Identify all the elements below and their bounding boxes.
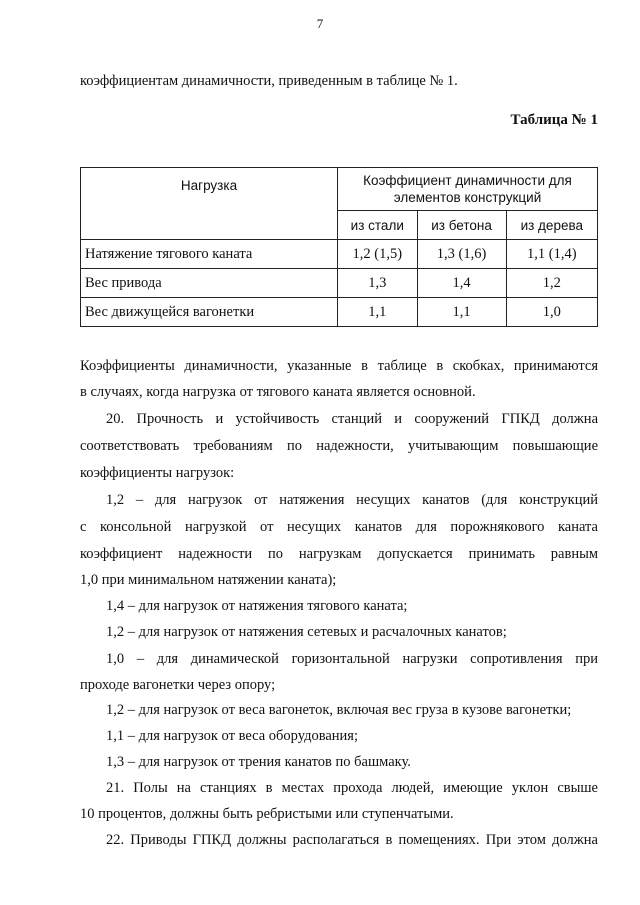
body-line: 10 процентов, должны быть ребристыми или ступенчатыми. xyxy=(80,806,454,822)
header-coefficient xyxy=(338,168,598,211)
body-line: 1,0 при минимальном натяжении каната); xyxy=(80,572,337,588)
body-line: 1,2 – для нагрузок от натяжения сетевых и расчалочных канатов; xyxy=(106,624,507,640)
body-line: 22. Приводы ГПКД должны располагаться в помещениях. При этом должна xyxy=(106,832,598,848)
row-label: Вес привода xyxy=(81,269,338,298)
row-label: Натяжение тягового каната xyxy=(81,240,338,269)
body-line: проходе вагонетки через опору; xyxy=(80,677,276,693)
cell-value: 1,1 xyxy=(338,298,418,327)
body-line: коэффициент надежности по нагрузкам допускается принимать равным xyxy=(80,546,598,562)
table-row xyxy=(81,240,598,269)
body-line: 20. Прочность и устойчивость станций и сооружений ГПКД должна xyxy=(106,411,598,427)
header-coefficient-line2: элементов конструкций xyxy=(393,190,542,205)
table-row xyxy=(81,298,598,327)
cell-value: 1,1 xyxy=(417,298,506,327)
body-line: Коэффициенты динамичности, указанные в таблице в скобках, принимаются xyxy=(80,358,598,374)
body-line: 1,0 – для динамической горизонтальной нагрузки сопротивления при xyxy=(106,651,598,667)
body-line: 21. Полы на станциях в местах прохода людей, имеющие уклон свыше xyxy=(106,780,598,796)
cell-value: 1,1 (1,4) xyxy=(506,240,597,269)
cell-value: 1,3 xyxy=(338,269,418,298)
table-row xyxy=(81,269,598,298)
body-line: с консольной нагрузкой от несущих канатов для порожнякового каната xyxy=(80,519,598,535)
body-line: 1,1 – для нагрузок от веса оборудования; xyxy=(106,728,359,744)
body-line: 1,3 – для нагрузок от трения канатов по башмаку. xyxy=(106,754,411,770)
body-line: соответствовать требованиям по надежности, учитывающим повышающие xyxy=(80,438,598,454)
header-coefficient-line1: Коэффициент динамичности для xyxy=(363,173,572,188)
body-line: в случаях, когда нагрузка от тягового каната является основной. xyxy=(80,384,476,400)
cell-value: 1,2 xyxy=(506,269,597,298)
dynamic-coefficient-table xyxy=(80,167,598,327)
column-steel: из стали xyxy=(338,211,418,240)
column-concrete: из бетона xyxy=(417,211,506,240)
cell-value: 1,2 (1,5) xyxy=(338,240,418,269)
cell-value: 1,0 xyxy=(506,298,597,327)
column-wood: из дерева xyxy=(506,211,597,240)
cell-value: 1,3 (1,6) xyxy=(417,240,506,269)
body-line: 1,2 – для нагрузок от натяжения несущих канатов (для конструкций xyxy=(106,492,598,508)
intro-line: коэффициентам динамичности, приведенным в таблице № 1. xyxy=(80,73,458,89)
body-line: 1,4 – для нагрузок от натяжения тягового каната; xyxy=(106,598,408,614)
body-line: коэффициенты нагрузок: xyxy=(80,465,235,481)
header-load: Нагрузка xyxy=(81,168,338,240)
body-line: 1,2 – для нагрузок от веса вагонеток, включая вес груза в кузове вагонетки; xyxy=(106,702,572,718)
cell-value: 1,4 xyxy=(417,269,506,298)
table-caption: Таблица № 1 xyxy=(510,112,598,128)
page-number: 7 xyxy=(316,16,324,31)
row-label: Вес движущейся вагонетки xyxy=(81,298,338,327)
